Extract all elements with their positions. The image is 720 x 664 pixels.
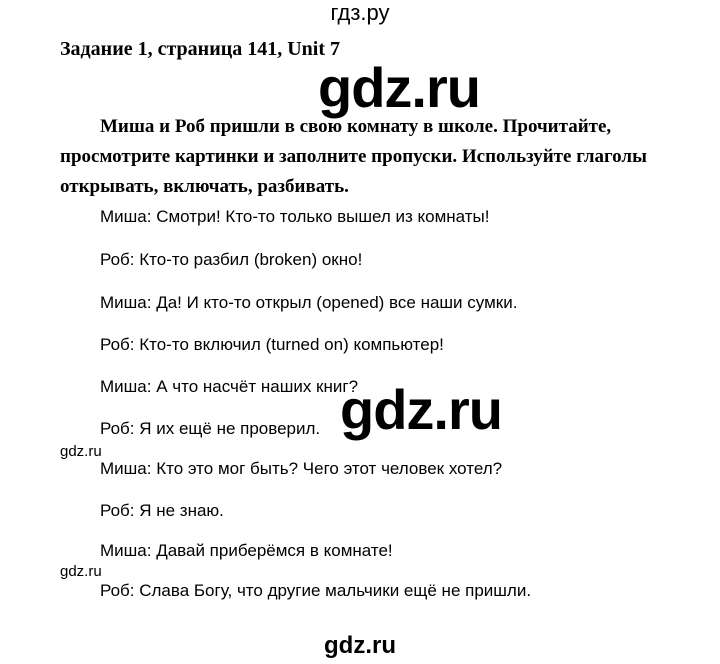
- page-title: Задание 1, страница 141, Unit 7: [60, 38, 341, 60]
- watermark-large-middle: gdz.ru: [340, 378, 502, 441]
- dialogue-line-4: Роб: Кто-то включил (turned on) компьютер!: [100, 335, 444, 354]
- task-instructions: Миша и Роб пришли в свою комнату в школе. Прочитайте, просмотрите картинки и заполните пропуски. Используйте глаголы открывать, включать, разбивать.: [60, 116, 647, 197]
- dialogue-line-3: Миша: Да! И кто-то открыл (opened) все наши сумки.: [100, 293, 518, 312]
- watermark-bottom: gdz.ru: [324, 632, 396, 659]
- dialogue-line-10: Роб: Слава Богу, что другие мальчики ещё не пришли.: [100, 581, 532, 600]
- dialogue-line-8: Роб: Я не знаю.: [100, 501, 224, 520]
- watermark-large-top: gdz.ru: [318, 56, 480, 119]
- dialogue-line-9: Миша: Давай приберёмся в комнате!: [100, 541, 393, 560]
- site-header: гдз.ру: [330, 0, 390, 25]
- dialogue-line-6: Роб: Я их ещё не проверил.: [100, 419, 321, 438]
- dialogue-line-1: Миша: Смотри! Кто-то только вышел из комнаты!: [100, 207, 490, 226]
- dialogue-line-2: Роб: Кто-то разбил (broken) окно!: [100, 250, 363, 269]
- watermark-small-1: gdz.ru: [60, 443, 102, 460]
- dialogue-line-5: Миша: А что насчёт наших книг?: [100, 377, 359, 396]
- watermark-small-2: gdz.ru: [60, 563, 102, 580]
- dialogue-line-7: Миша: Кто это мог быть? Чего этот человек хотел?: [100, 459, 503, 478]
